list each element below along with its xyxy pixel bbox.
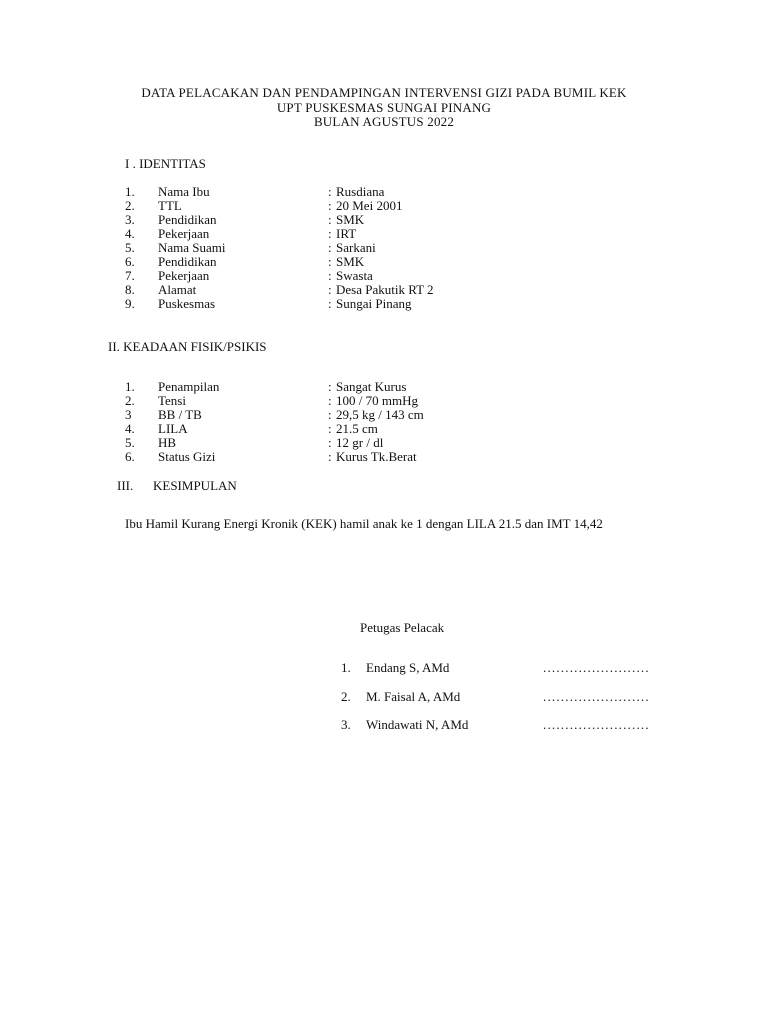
field-colon: : bbox=[328, 407, 332, 422]
field-num: 1. bbox=[125, 184, 135, 199]
identitas-heading: I . IDENTITAS bbox=[125, 156, 206, 171]
field-num: 4. bbox=[125, 421, 135, 436]
field-label: LILA bbox=[158, 421, 188, 436]
field-num: 5. bbox=[125, 240, 135, 255]
officer-name: M. Faisal A, AMd bbox=[366, 688, 461, 704]
field-colon: : bbox=[328, 296, 332, 311]
officer-number: 1. bbox=[341, 660, 351, 675]
petugas-title: Petugas Pelacak bbox=[360, 620, 445, 635]
field-value: Desa Pakutik RT 2 bbox=[336, 282, 434, 297]
kesimpulan-roman: III. bbox=[117, 478, 134, 493]
signature-line: ........................ bbox=[543, 688, 650, 704]
field-num: 5. bbox=[125, 435, 135, 450]
field-colon: : bbox=[328, 449, 332, 464]
document-title bbox=[0, 86, 768, 130]
officer-number: 2. bbox=[341, 688, 351, 704]
field-num: 2. bbox=[125, 393, 135, 408]
field-value: Sangat Kurus bbox=[336, 379, 407, 394]
field-value: 100 / 70 mmHg bbox=[336, 393, 418, 408]
field-colon: : bbox=[328, 240, 332, 255]
field-value: SMK bbox=[336, 212, 365, 227]
field-colon: : bbox=[328, 198, 332, 213]
field-value: Kurus Tk.Berat bbox=[336, 449, 417, 464]
field-num: 9. bbox=[125, 296, 135, 311]
field-label: Nama Ibu bbox=[158, 184, 210, 199]
field-label: BB / TB bbox=[158, 407, 202, 422]
field-num: 6. bbox=[125, 254, 135, 269]
field-label: HB bbox=[158, 435, 177, 450]
field-colon: : bbox=[328, 226, 332, 241]
field-label: Status Gizi bbox=[158, 449, 216, 464]
field-value: Sungai Pinang bbox=[336, 296, 412, 311]
field-value: Swasta bbox=[336, 268, 373, 283]
field-colon: : bbox=[328, 212, 332, 227]
field-label: Pendidikan bbox=[158, 254, 217, 269]
field-label: Pendidikan bbox=[158, 212, 217, 227]
title-line: DATA PELACAKAN DAN PENDAMPINGAN INTERVENSI GIZI PADA BUMIL KEK bbox=[141, 85, 627, 100]
field-colon: : bbox=[328, 379, 332, 394]
field-colon: : bbox=[328, 421, 332, 436]
field-label: TTL bbox=[158, 198, 182, 213]
field-value: SMK bbox=[336, 254, 365, 269]
field-num: 8. bbox=[125, 282, 135, 297]
field-num: 3 bbox=[125, 407, 132, 422]
field-label: Tensi bbox=[158, 393, 186, 408]
officer-name: Endang S, AMd bbox=[366, 660, 450, 675]
keadaan-heading: II. KEADAAN FISIK/PSIKIS bbox=[108, 339, 267, 354]
field-value: 12 gr / dl bbox=[336, 435, 384, 450]
field-value: 20 Mei 2001 bbox=[336, 198, 403, 213]
field-colon: : bbox=[328, 268, 332, 283]
field-num: 3. bbox=[125, 212, 135, 227]
field-label: Pekerjaan bbox=[158, 268, 210, 283]
field-num: 4. bbox=[125, 226, 135, 241]
field-colon: : bbox=[328, 184, 332, 199]
field-num: 1. bbox=[125, 379, 135, 394]
kesimpulan-heading bbox=[117, 478, 237, 494]
kesimpulan-text: Ibu Hamil Kurang Energi Kronik (KEK) hamil anak ke 1 dengan LILA 21.5 dan IMT 14,42 bbox=[125, 516, 603, 531]
field-value: Sarkani bbox=[336, 240, 376, 255]
field-colon: : bbox=[328, 254, 332, 269]
field-label: Nama Suami bbox=[158, 240, 226, 255]
title-line: UPT PUSKESMAS SUNGAI PINANG bbox=[276, 99, 492, 115]
field-num: 7. bbox=[125, 268, 135, 283]
field-colon: : bbox=[328, 435, 332, 450]
field-value: IRT bbox=[336, 226, 357, 241]
field-value: 21.5 cm bbox=[336, 421, 378, 436]
officer-number: 3. bbox=[341, 717, 351, 732]
officer-name: Windawati N, AMd bbox=[366, 717, 469, 732]
field-label: Puskesmas bbox=[158, 296, 216, 311]
field-label: Penampilan bbox=[158, 379, 220, 394]
field-label: Pekerjaan bbox=[158, 226, 210, 241]
field-num: 6. bbox=[125, 449, 135, 464]
field-colon: : bbox=[328, 282, 332, 297]
kesimpulan-heading-text: KESIMPULAN bbox=[153, 478, 237, 493]
signature-line: ........................ bbox=[543, 660, 650, 675]
field-num: 2. bbox=[125, 198, 135, 213]
signature-line: ........................ bbox=[543, 717, 650, 732]
title-line: BULAN AGUSTUS 2022 bbox=[313, 114, 455, 129]
field-label: Alamat bbox=[158, 282, 197, 297]
field-value: 29,5 kg / 143 cm bbox=[336, 407, 424, 422]
field-value: Rusdiana bbox=[336, 184, 385, 199]
field-colon: : bbox=[328, 393, 332, 408]
